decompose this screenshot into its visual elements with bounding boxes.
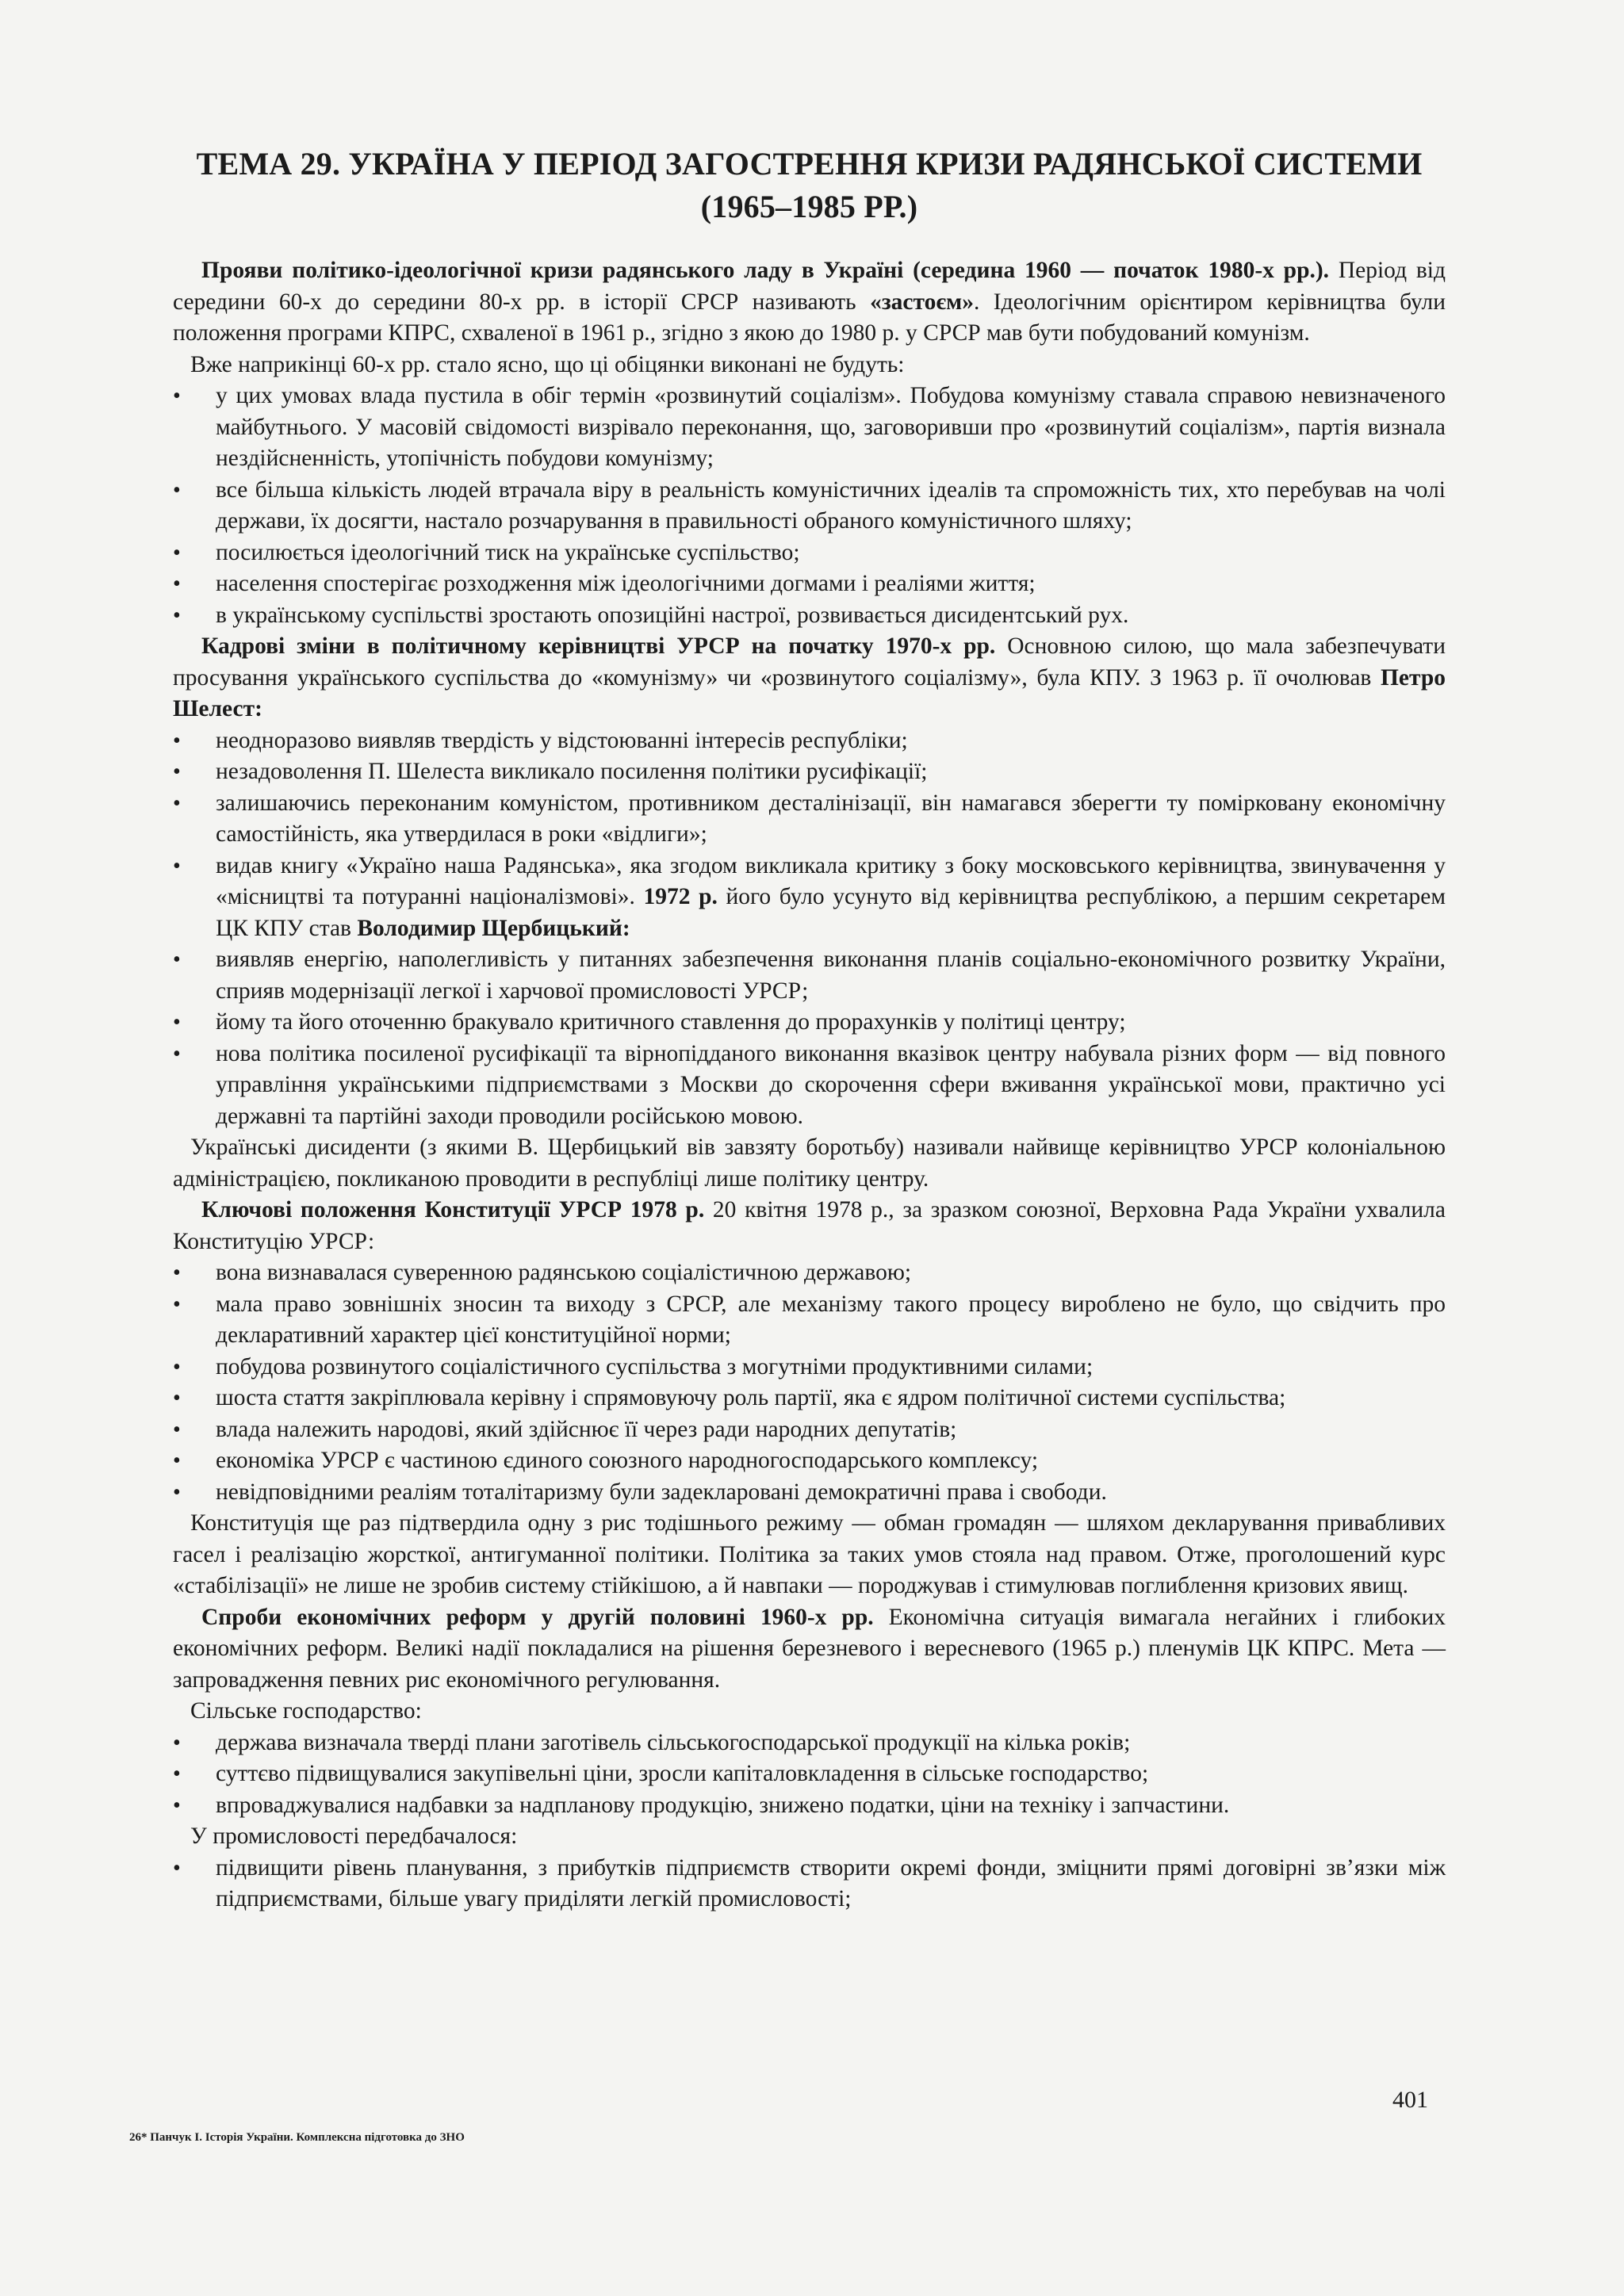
section-3-text: 20 квітня 1978 р., за зразком союзної, Верховна Рада України ухвалила Конституцію УРСР: [173,1197,1446,1254]
section-4-paragraph [173,1602,1446,1697]
section-4-text: Економічна ситуація вимагала негайних і глибоких економічних реформ. Великі надії покладалися на рішення березневого і вересневого (1965 р.) пленумів ЦК КПРС. Мета — запровадження певних рис економічного регулювання. [173,1604,1446,1693]
section-3-list [173,1257,1446,1508]
section-2-list [173,725,1446,1133]
list-item: • все більша кількість людей втрачала віру в реальність комуністичних ідеалів та спроможність тих, хто перебував на чолі держави, їх досягти, настало розчарування в правильності обраного комуністичного шляху; [173,475,1446,538]
title-line-2: (1965–1985 РР.) [700,189,918,224]
agriculture-label: Сільське господарство: [190,1698,422,1724]
title-line-1: ТЕМА 29. УКРАЇНА У ПЕРІОД ЗАГОСТРЕННЯ КРИЗИ РАДЯНСЬКОЇ СИСТЕМИ [196,146,1423,182]
list-item: • незадоволення П. Шелеста викликало посилення політики русифікації; [173,756,1446,788]
list-item: • держава визначала тверді плани заготівель сільськогосподарської продукції на кілька років; [173,1728,1446,1759]
industry-label: У промисловості передбачалося: [190,1823,518,1849]
section-1-text-b: . Ідеологічним орієнтиром керівництва були положення програми КПРС, схваленої в 1961 р., згідно з якою до 1980 р. у СРСР мав бути побудований комунізм. [173,289,1446,346]
section-1-text-a: Період від середини 60-х до середини 80-х рр. в історії СРСР називають [173,258,1446,315]
page-title [173,143,1446,228]
list-item: • мала право зовнішніх зносин та виходу з СРСР, але механізму такого процесу вироблено не було, що свідчить про декларативний характер цієї конституційної норми; [173,1289,1446,1352]
list-item: • посилюється ідеологічний тиск на українське суспільство; [173,538,1446,569]
section-1-term: «застоєм» [870,289,974,315]
list-item: • побудова розвинутого соціалістичного суспільства з могутніми продуктивними силами; [173,1352,1446,1383]
list-item: • залишаючись переконаним комуністом, противником десталінізації, він намагався зберегти ту помірковану економічну самостійність, яка утвердилася в роки «відлиги»; [173,788,1446,851]
list-item: • у цих умовах влада пустила в обіг термін «розвинутий соціалізм». Побудова комунізму ставала справою невизначеного майбутнього. У масовій свідомості визрівало переконання, що, заговоривши про «розвинутий соціалізм», партія визнала нездійсненність, утопічність побудови комунізму; [173,381,1446,475]
list-item: • населення спостерігає розходження між ідеологічними догмами і реаліями життя; [173,568,1446,600]
agriculture-list [173,1728,1446,1822]
person-name-shelest: Петро Шелест: [173,664,1446,721]
list-item [173,851,1446,945]
section-4-heading: Спроби економічних реформ у другій половині 1960-х рр. [201,1604,874,1630]
section-1-list [173,381,1446,631]
list-item: • в українському суспільстві зростають опозиційні настрої, розвивається дисидентський рух. [173,600,1446,632]
footer-citation: 26* Панчук І. Історія України. Комплексна підготовка до ЗНО [129,2131,465,2144]
section-2-closing: Українські дисиденти (з якими В. Щербицький вів завзяту боротьбу) називали найвище керівництво УРСР колоніальною адміністрацією, покликаною проводити в республіці лише політику центру. [173,1135,1446,1192]
section-3-heading: Ключові положення Конституції УРСР 1978 р. [201,1197,705,1223]
person-name-shcherbytskyi: Володимир Щербицький: [357,915,630,941]
list-item: • неодноразово виявляв твердість у відстоюванні інтересів республіки; [173,725,1446,757]
list-item: • нова політика посиленої русифікації та вірнопідданого виконання вказівок центру набувала різних форм — від повного управління українськими підприємствами з Москви до скорочення сфери вживання української мови, практично усі державні та партійні заходи проводили російською мовою. [173,1039,1446,1133]
bullet-text-b: його було усунуто від керівництва республікою, а першим секретарем ЦК КПУ став [216,884,1446,941]
page-content [173,143,1446,1915]
list-item: • підвищити рівень планування, з прибутків підприємств створити окремі фонди, зміцнити прямі договірні зв’язки між підприємствами, більше увагу приділяти легкій промисловості; [173,1853,1446,1915]
list-item: • виявляв енергію, наполегливість у питаннях забезпечення виконання планів соціально-економічного розвитку України, сприяв модернізації легкої і харчової промисловості УРСР; [173,944,1446,1007]
list-item: • суттєво підвищувалися закупівельні ціни, зросли капіталовкладення в сільське господарство; [173,1758,1446,1790]
section-1-paragraph [173,255,1446,350]
industry-list [173,1853,1446,1915]
list-item: • йому та його оточенню бракувало критичного ставлення до прорахунків у політиці центру; [173,1007,1446,1039]
list-item: • вона визнавалася суверенною радянською соціалістичною державою; [173,1257,1446,1289]
list-item: • влада належить народові, який здійснює її через ради народних депутатів; [173,1414,1446,1446]
page-number: 401 [1392,2087,1428,2113]
list-item: • економіка УРСР є частиною єдиного союзного народногосподарського комплексу; [173,1445,1446,1477]
section-2-heading: Кадрові зміни в політичному керівництві УРСР на початку 1970-х рр. [201,633,996,659]
section-2-text: Основною силою, що мала забезпечувати просування українського суспільства до «комунізму» чи «розвинутого соціалізму», була КПУ. З 1963 р. її очолював [173,633,1446,691]
section-1-heading: Прояви політико-ідеологічної кризи радянського ладу в Україні (середина 1960 — початок 1980-х рр.). [201,258,1330,283]
list-item: • шоста стаття закріплювала керівну і спрямовуючу роль партії, яка є ядром політичної системи суспільства; [173,1383,1446,1414]
year-1972: 1972 р. [643,884,718,909]
list-item: • впроваджувалися надбавки за надпланову продукцію, знижено податки, ціни на техніку і запчастини. [173,1790,1446,1822]
section-3-closing: Конституція ще раз підтвердила одну з рис тодішнього режиму — обман громадян — шляхом декларування привабливих гасел і реалізацію жорсткої, антигуманної політики. Політика за таких умов стояла над правом. Отже, проголошений курс «стабілізації» не лише не зробив систему стійкішою, а й навпаки — породжував і стимулював поглиблення кризових явищ. [173,1510,1446,1598]
bullet-text-a: видав книгу «Україно наша Радянська», яка згодом викликала критику з боку московського керівництва, звинувачення у «місництві та потуранні націоналізмові». [216,852,1446,909]
list-item: • невідповідними реаліям тоталітаризму були задекларовані демократичні права і свободи. [173,1477,1446,1509]
section-2-paragraph [173,631,1446,725]
section-3-paragraph [173,1195,1446,1257]
section-1-intro: Вже наприкінці 60-х рр. стало ясно, що ці обіцянки виконані не будуть: [190,351,905,377]
